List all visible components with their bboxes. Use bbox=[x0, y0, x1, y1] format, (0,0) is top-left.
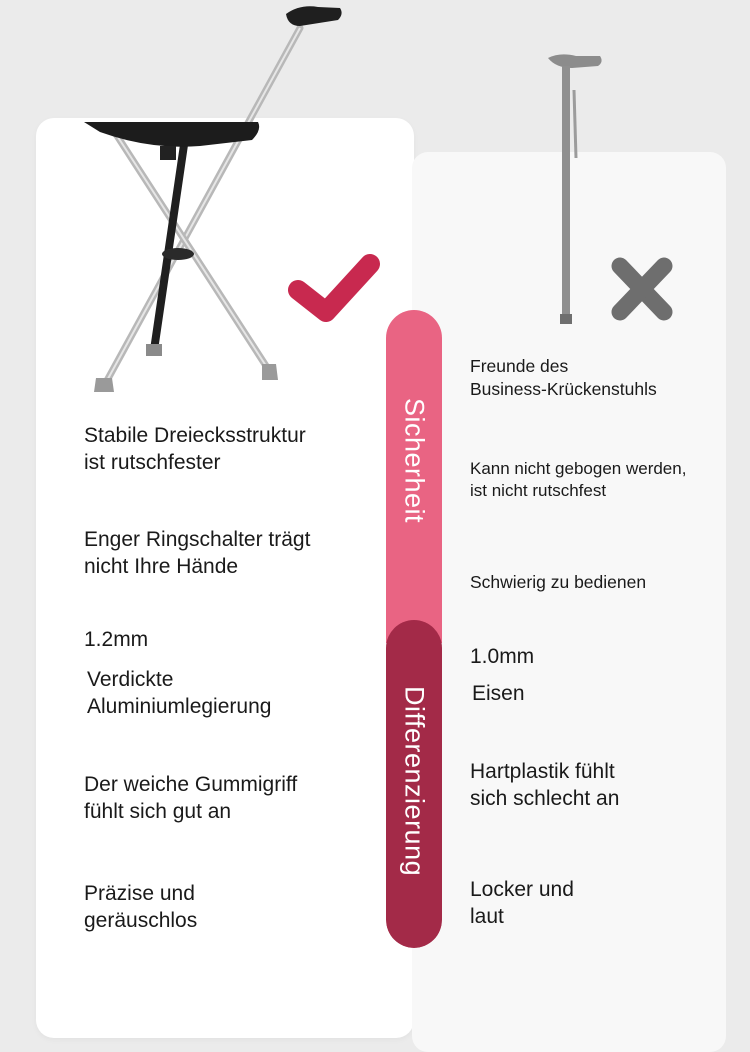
differentiation-badge-label: Differenzierung bbox=[399, 686, 430, 877]
right-feature-4: Eisen bbox=[472, 682, 525, 705]
right-feature-2: Kann nicht gebogen werden, ist nicht rutschfest bbox=[470, 459, 687, 501]
left-feature-1: Stabile Dreiecksstruktur ist rutschfester bbox=[84, 424, 306, 475]
left-feature-3: Verdickte Aluminiumlegierung bbox=[87, 668, 272, 719]
right-feature-5: Hartplastik fühlt sich schlecht an bbox=[470, 760, 620, 811]
right-feature-6: Locker und laut bbox=[470, 878, 574, 929]
right-thickness-value: 1.0mm bbox=[470, 645, 535, 668]
left-feature-4: Der weiche Gummigriff fühlt sich gut an bbox=[84, 773, 298, 824]
right-feature-3: Schwierig zu bedienen bbox=[470, 572, 647, 592]
left-feature-5: Präzise und geräuschlos bbox=[84, 882, 198, 933]
right-feature-1: Freunde des Business-Krückenstuhls bbox=[470, 356, 657, 399]
category-badge bbox=[386, 310, 442, 948]
left-thickness-value: 1.2mm bbox=[84, 628, 149, 651]
safety-badge-label: Sicherheit bbox=[399, 398, 430, 524]
left-feature-2: Enger Ringschalter trägt nicht Ihre Hände bbox=[84, 528, 311, 579]
